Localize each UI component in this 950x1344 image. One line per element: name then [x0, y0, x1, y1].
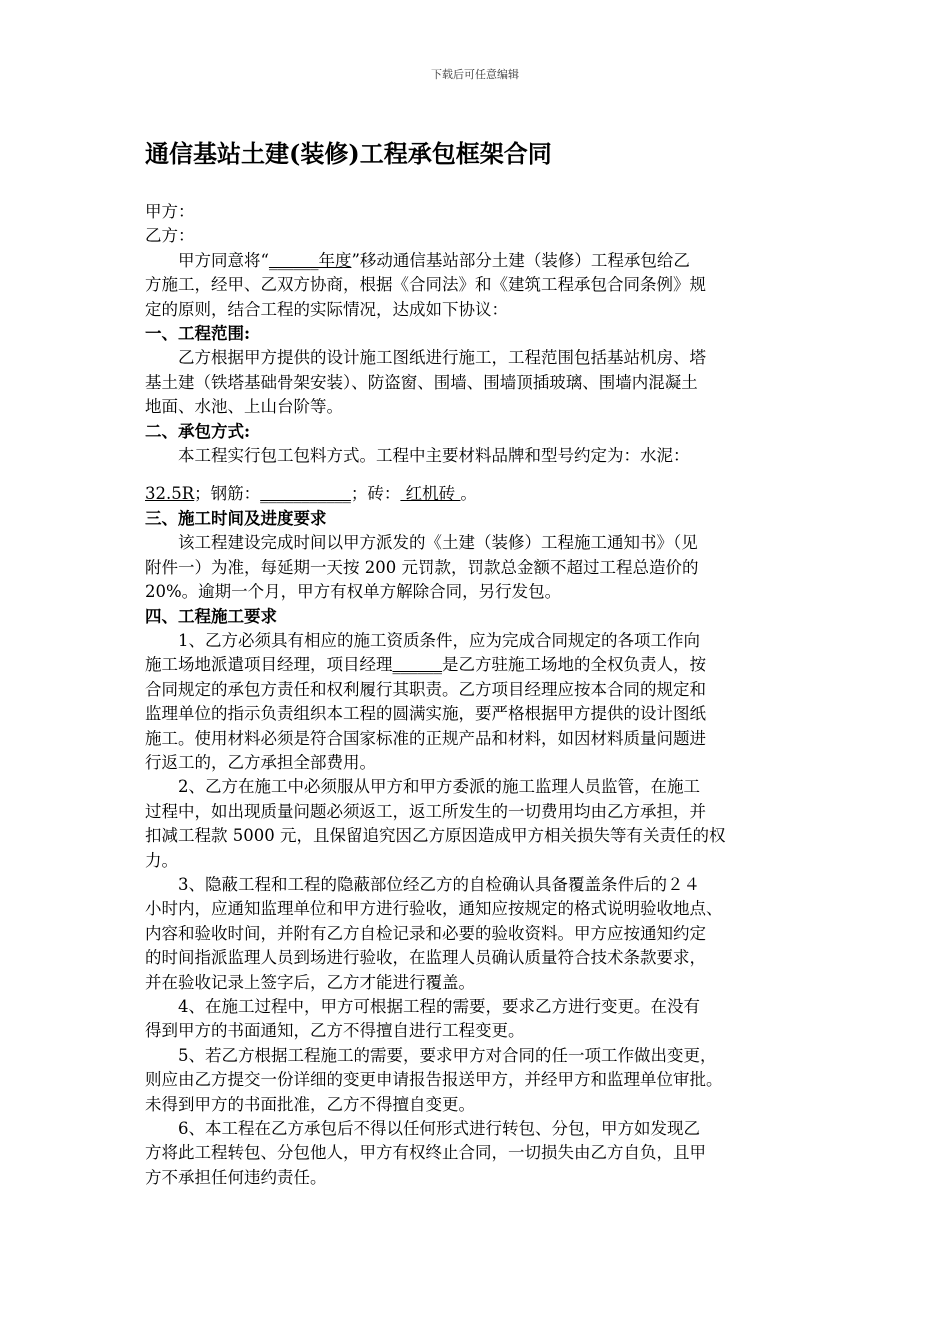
paragraph-line: 20%。逾期一个月，甲方有权单方解除合同，另行发包。	[145, 582, 562, 602]
section-heading: 三、施工时间及进度要求	[145, 508, 327, 528]
paragraph-line: 附件一）为准，每延期一天按 200 元罚款，罚款总金额不超过工程总造价的	[145, 557, 699, 577]
section-heading: 一、工程范围:	[145, 324, 251, 344]
paragraph-line: 2、乙方在施工中必须服从甲方和甲方委派的施工监理人员监管，在施工	[145, 777, 700, 797]
paragraph-line: 基土建（铁塔基础骨架安装）、防盗窗、围墙、围墙顶插玻璃、围墙内混凝土	[145, 372, 698, 392]
intro-line: 方施工，经甲、乙双方协商，根据《合同法》和《建筑工程承包合同条例》规	[145, 275, 706, 295]
paragraph-line: 本工程实行包工包料方式。工程中主要材料品牌和型号约定为：水泥：	[145, 446, 690, 466]
paragraph-line: 4、在施工过程中，甲方可根据工程的需要，要求乙方进行变更。在没有	[145, 997, 700, 1016]
paragraph-line: 力。	[145, 850, 178, 870]
paragraph-line: 6、本工程在乙方承包后不得以任何形式进行转包、分包，甲方如发现乙	[145, 1119, 700, 1139]
steel-blank: ___________	[260, 484, 351, 504]
paragraph-line: 3、隐蔽工程和工程的隐蔽部位经乙方的自检确认具备覆盖条件后的２４	[145, 874, 700, 894]
section-schedule	[145, 507, 811, 605]
year-blank: ______年度	[268, 250, 352, 270]
paragraph-line: 1、乙方必须具有相应的施工资质条件，应为完成合同规定的各项工作向	[145, 630, 700, 650]
paragraph-line: 小时内，应通知监理单位和甲方进行验收，通知应按规定的格式说明验收地点、	[145, 899, 723, 919]
document-body	[145, 200, 811, 1190]
paragraph-line: 并在验收记录上签字后，乙方才能进行覆盖。	[145, 972, 475, 992]
section-contract-method	[145, 420, 811, 507]
cement-grade: 32.5R	[145, 484, 195, 504]
paragraph-line: 5、若乙方根据工程施工的需要，要求甲方对合同的任一项工作做出变更，	[145, 1045, 717, 1065]
paragraph-line: 内容和验收时间，并附有乙方自检记录和必要的验收资料。甲方应按通知约定	[145, 923, 706, 943]
paragraph-line: 方不承担任何违约责任。	[145, 1167, 327, 1187]
paragraph-line: 过程中，如出现质量问题必须返工，返工所发生的一切费用均由乙方承担，并	[145, 801, 706, 821]
paragraph-line: 扣减工程款 5000 元，且保留追究因乙方原因造成甲方相关损失等有关责任的权	[145, 826, 726, 846]
paragraph-line: 未得到甲方的书面批准，乙方不得擅自变更。	[145, 1094, 475, 1114]
paragraph-line: 施工。使用材料必须是符合国家标准的正规产品和材料，如因材料质量问题进	[145, 728, 706, 748]
paragraph-line: 合同规定的承包方责任和权利履行其职责。乙方项目经理应按本合同的规定和	[145, 679, 706, 699]
materials-line: 32.5R；钢筋：___________；砖： 红机砖 。	[145, 484, 477, 504]
intro-line: 定的原则，结合工程的实际情况，达成如下协议：	[145, 299, 508, 319]
brick-type: 红机砖	[400, 484, 461, 504]
intro-line: 甲方同意将“______年度”移动通信基站部分土建（装修）工程承包给乙	[145, 250, 690, 270]
document-title: 通信基站土建(装修)工程承包框架合同	[145, 139, 552, 168]
section-scope	[145, 322, 811, 420]
paragraph-line: 该工程建设完成时间以甲方派发的《土建（装修）工程施工通知书》（见	[145, 533, 698, 553]
section-heading: 二、承包方式:	[145, 421, 251, 441]
paragraph-line: 则应由乙方提交一份详细的变更申请报告报送甲方，并经甲方和监理单位审批。	[145, 1070, 723, 1090]
header-note: 下载后可任意编辑	[431, 68, 519, 81]
party-b-label: 乙方：	[145, 226, 195, 246]
paragraph-line: 乙方根据甲方提供的设计施工图纸进行施工，工程范围包括基站机房、塔	[145, 348, 706, 368]
paragraph-line: 方将此工程转包、分包他人，甲方有权终止合同，一切损失由乙方自负，且甲	[145, 1143, 706, 1163]
paragraph-line: 的时间指派监理人员到场进行验收，在监理人员确认质量符合技术条款要求，	[145, 948, 706, 968]
paragraph-line: 地面、水池、上山台阶等。	[145, 397, 343, 417]
party-a-label: 甲方：	[145, 202, 195, 221]
manager-blank: ______	[392, 655, 442, 675]
section-heading: 四、工程施工要求	[145, 606, 277, 626]
paragraph-line: 行返工的，乙方承担全部费用。	[145, 752, 376, 772]
section-requirements	[145, 605, 811, 1191]
paragraph-line: 施工场地派遣项目经理，项目经理______是乙方驻施工场地的全权负责人，按	[145, 655, 706, 675]
paragraph-line: 得到甲方的书面通知，乙方不得擅自进行工程变更。	[145, 1021, 525, 1041]
paragraph-line: 监理单位的指示负责组织本工程的圆满实施，要严格根据甲方提供的设计图纸	[145, 704, 706, 724]
intro-paragraph	[145, 249, 811, 322]
